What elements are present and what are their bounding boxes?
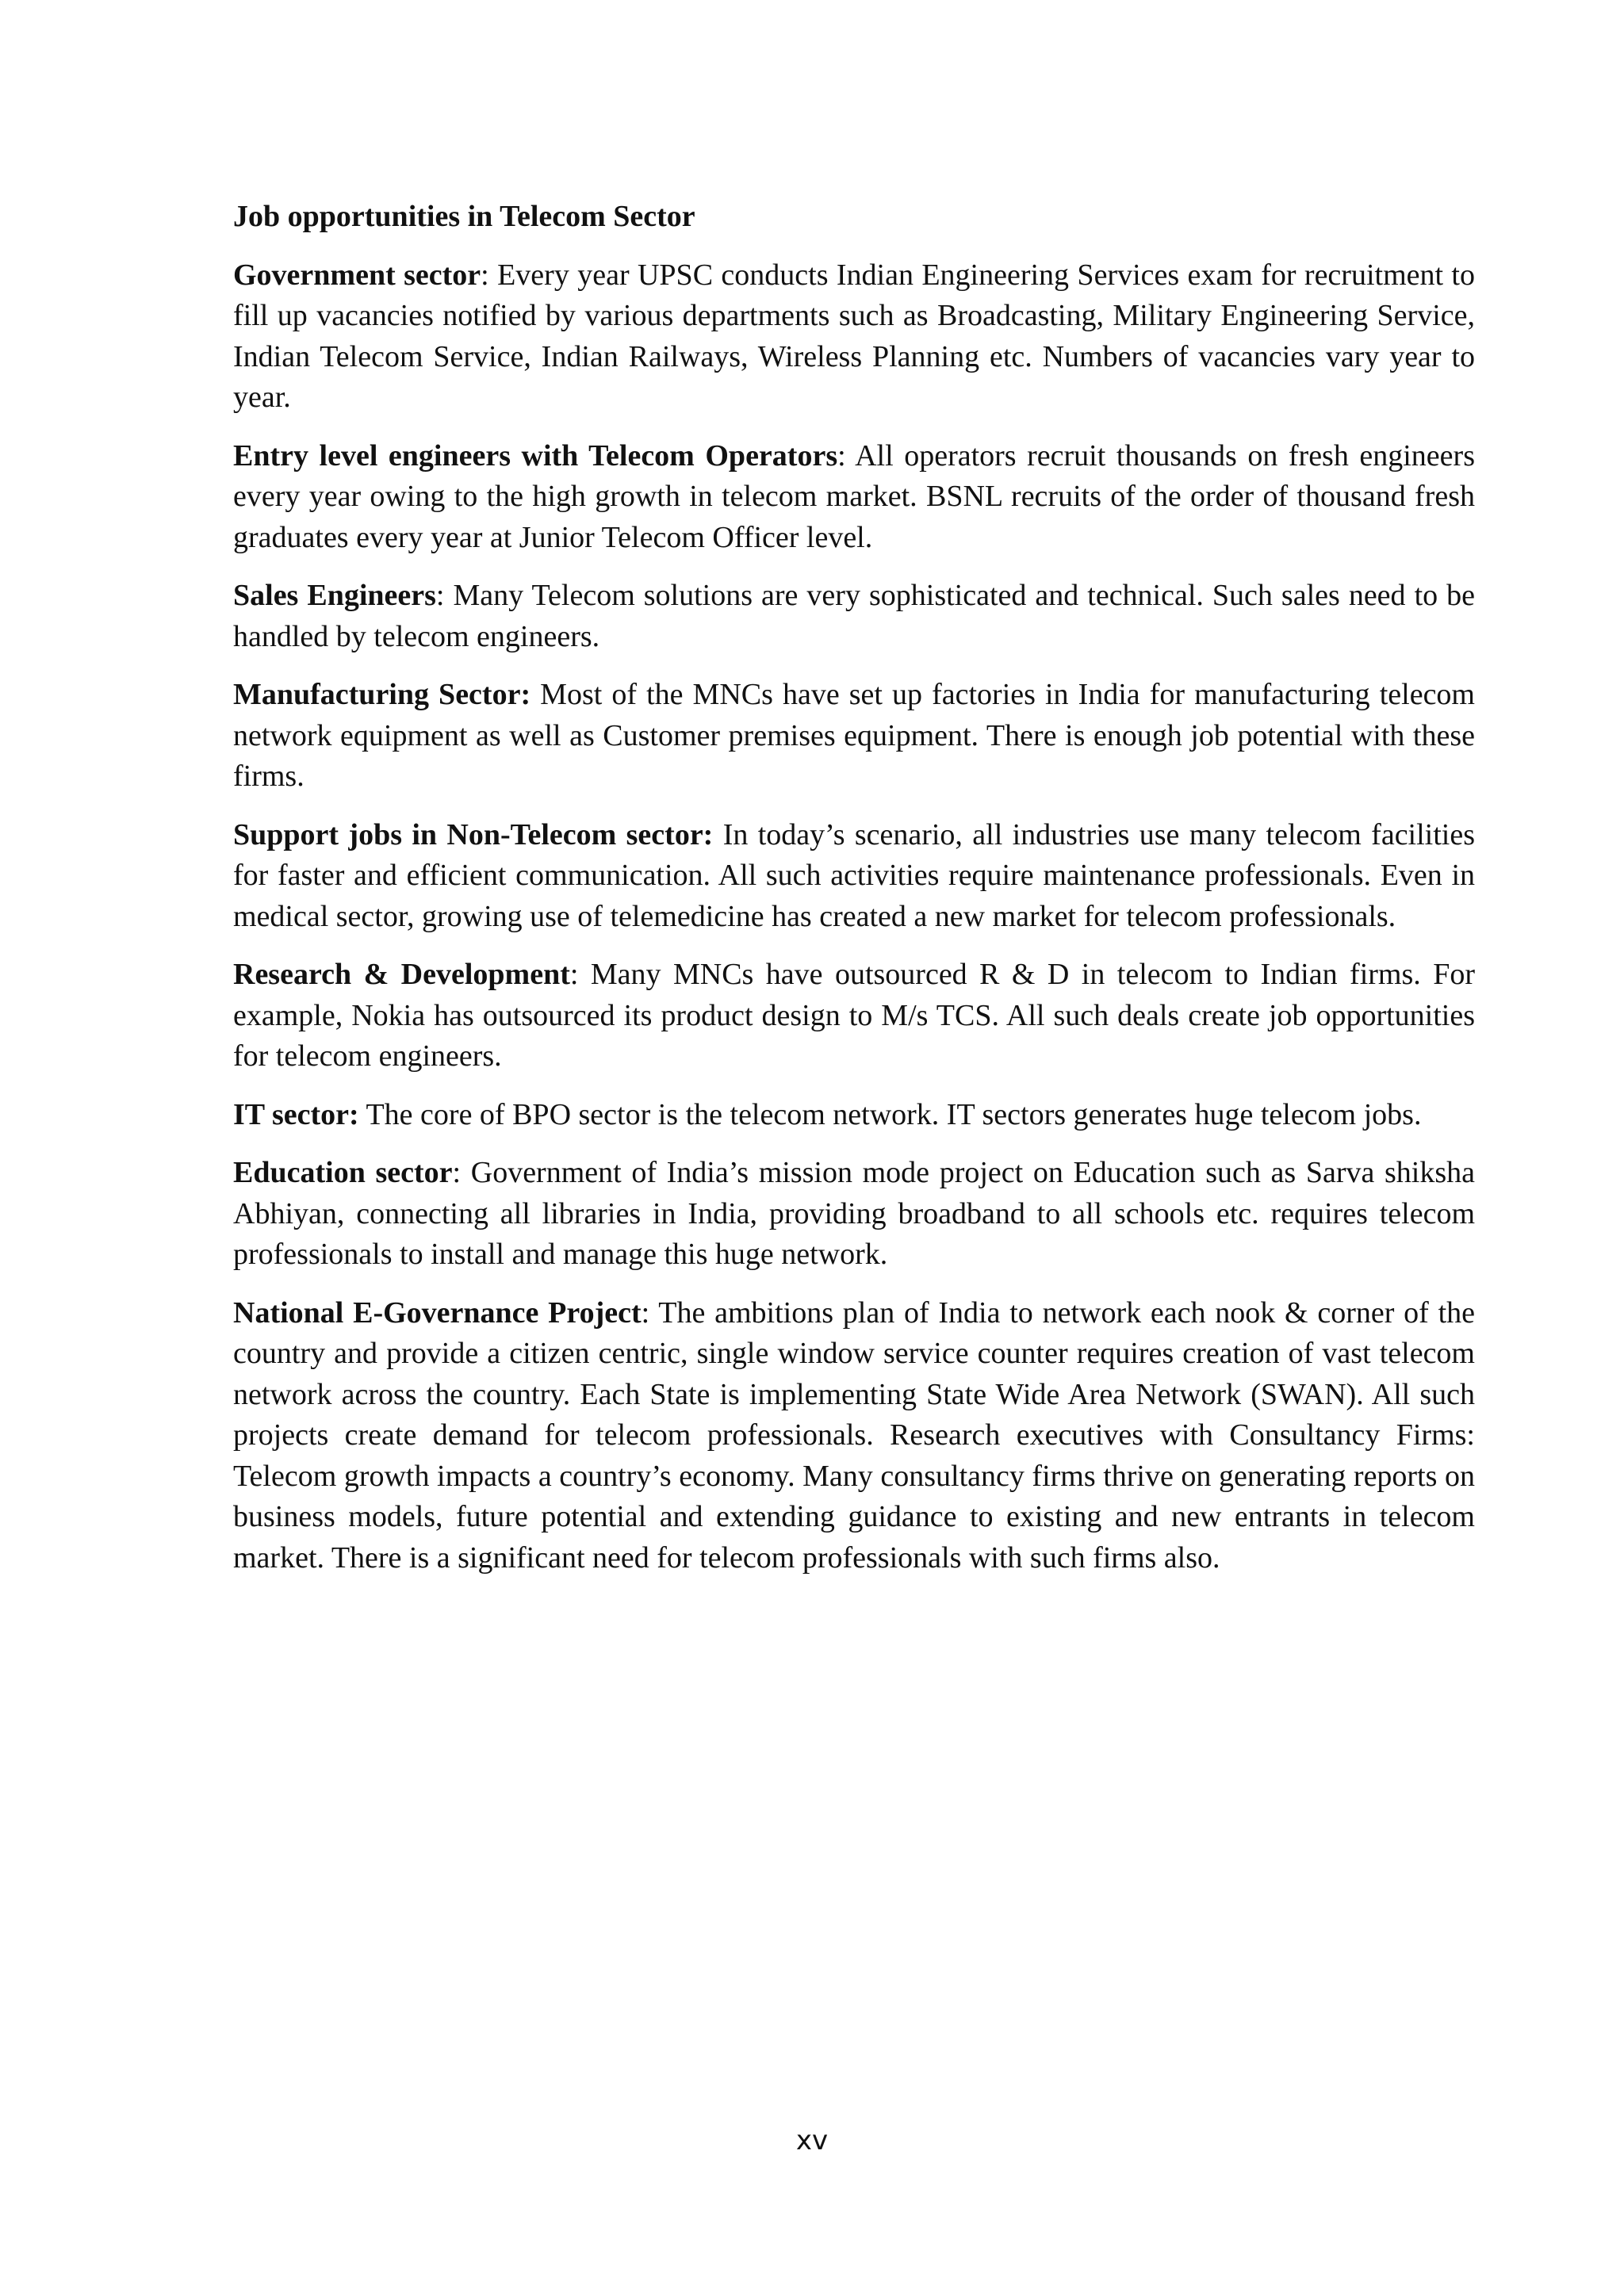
section-text: Most of the MNCs have set up factories in India for manufacturing telecom network equipment as well as Customer premises equipment. There is enough job potential with these firms. (233, 678, 1475, 793)
section-support-jobs (233, 815, 1475, 938)
section-term: Government sector (233, 258, 481, 292)
section-separator: : (435, 579, 445, 612)
section-text: All operators recruit thousands on fresh engineers every year owing to the high growth in telecom market. BSNL recruits of the order of thousand fresh graduates every year at Junior Telecom Officer level. (233, 438, 1475, 554)
section-separator: : (837, 438, 846, 473)
section-text: In today’s scenario, all industries use many telecom facilities for faster and efficient communication. All such activities require maintenance professionals. Even in medical sector, growing use of telemedicine has created a new market for telecom professionals. (233, 817, 1475, 933)
section-separator: : (641, 1295, 650, 1330)
section-education-sector (233, 1153, 1475, 1276)
section-separator: : (481, 258, 489, 292)
section-national-e-governance (233, 1293, 1475, 1579)
section-text: Government of India’s mission mode project on Education such as Sarva shiksha Abhiyan, connecting all libraries in India, providing broadband to all schools etc. requires telecom professionals to install and manage this huge network. (233, 1156, 1475, 1271)
section-research-development (233, 955, 1475, 1077)
section-text: Every year UPSC conducts Indian Engineering Services exam for recruitment to fill up vacancies notified by various departments such as Broadcasting, Military Engineering Service, Indian Telecom Service, Indian Railways, Wireless Planning etc. Numbers of vacancies vary year to year. (233, 258, 1475, 414)
page-number: xv (795, 2125, 829, 2156)
section-text: Many MNCs have outsourced R & D in telecom to Indian firms. For example, Nokia has outsourced its product design to M/s TCS. All such deals create job opportunities for telecom engineers. (233, 958, 1475, 1073)
section-term: Entry level engineers with Telecom Operators (233, 438, 838, 473)
section-separator: : (569, 958, 579, 991)
section-separator: : (452, 1156, 462, 1189)
section-manufacturing-sector (233, 675, 1475, 798)
page-content (233, 197, 1475, 1596)
section-term: National E-Governance Project (233, 1295, 642, 1330)
section-text: Many Telecom solutions are very sophisticated and technical. Such sales need to be handled by telecom engineers. (233, 579, 1476, 653)
section-sales-engineers (233, 576, 1475, 657)
section-term: Research & Development (233, 958, 570, 991)
section-term: IT sector: (233, 1097, 359, 1131)
section-text: The ambitions plan of India to network each nook & corner of the country and provide a citizen centric, single window service counter requires creation of vast telecom network across the country. Each State is implementing State Wide Area Network (SWAN). All such projects create demand for telecom professionals. Research executives with Consultancy Firms: Telecom growth impacts a country’s economy. Many consultancy firms thrive on generating reports on business models, future potential and extending guidance to existing and new entrants in telecom market. There is a significant need for telecom professionals with such firms also. (233, 1295, 1475, 1575)
section-text: The core of BPO sector is the telecom network. IT sectors generates huge telecom jobs. (358, 1097, 1422, 1131)
section-term: Education sector (233, 1156, 453, 1189)
section-government-sector (233, 255, 1475, 419)
section-it-sector (233, 1095, 1475, 1136)
page-title: Job opportunities in Telecom Sector (233, 200, 695, 233)
section-term: Support jobs in Non-Telecom sector: (233, 817, 714, 851)
section-entry-level-engineers (233, 436, 1475, 559)
section-term: Manufacturing Sector: (233, 678, 531, 711)
section-term: Sales Engineers (233, 579, 436, 612)
